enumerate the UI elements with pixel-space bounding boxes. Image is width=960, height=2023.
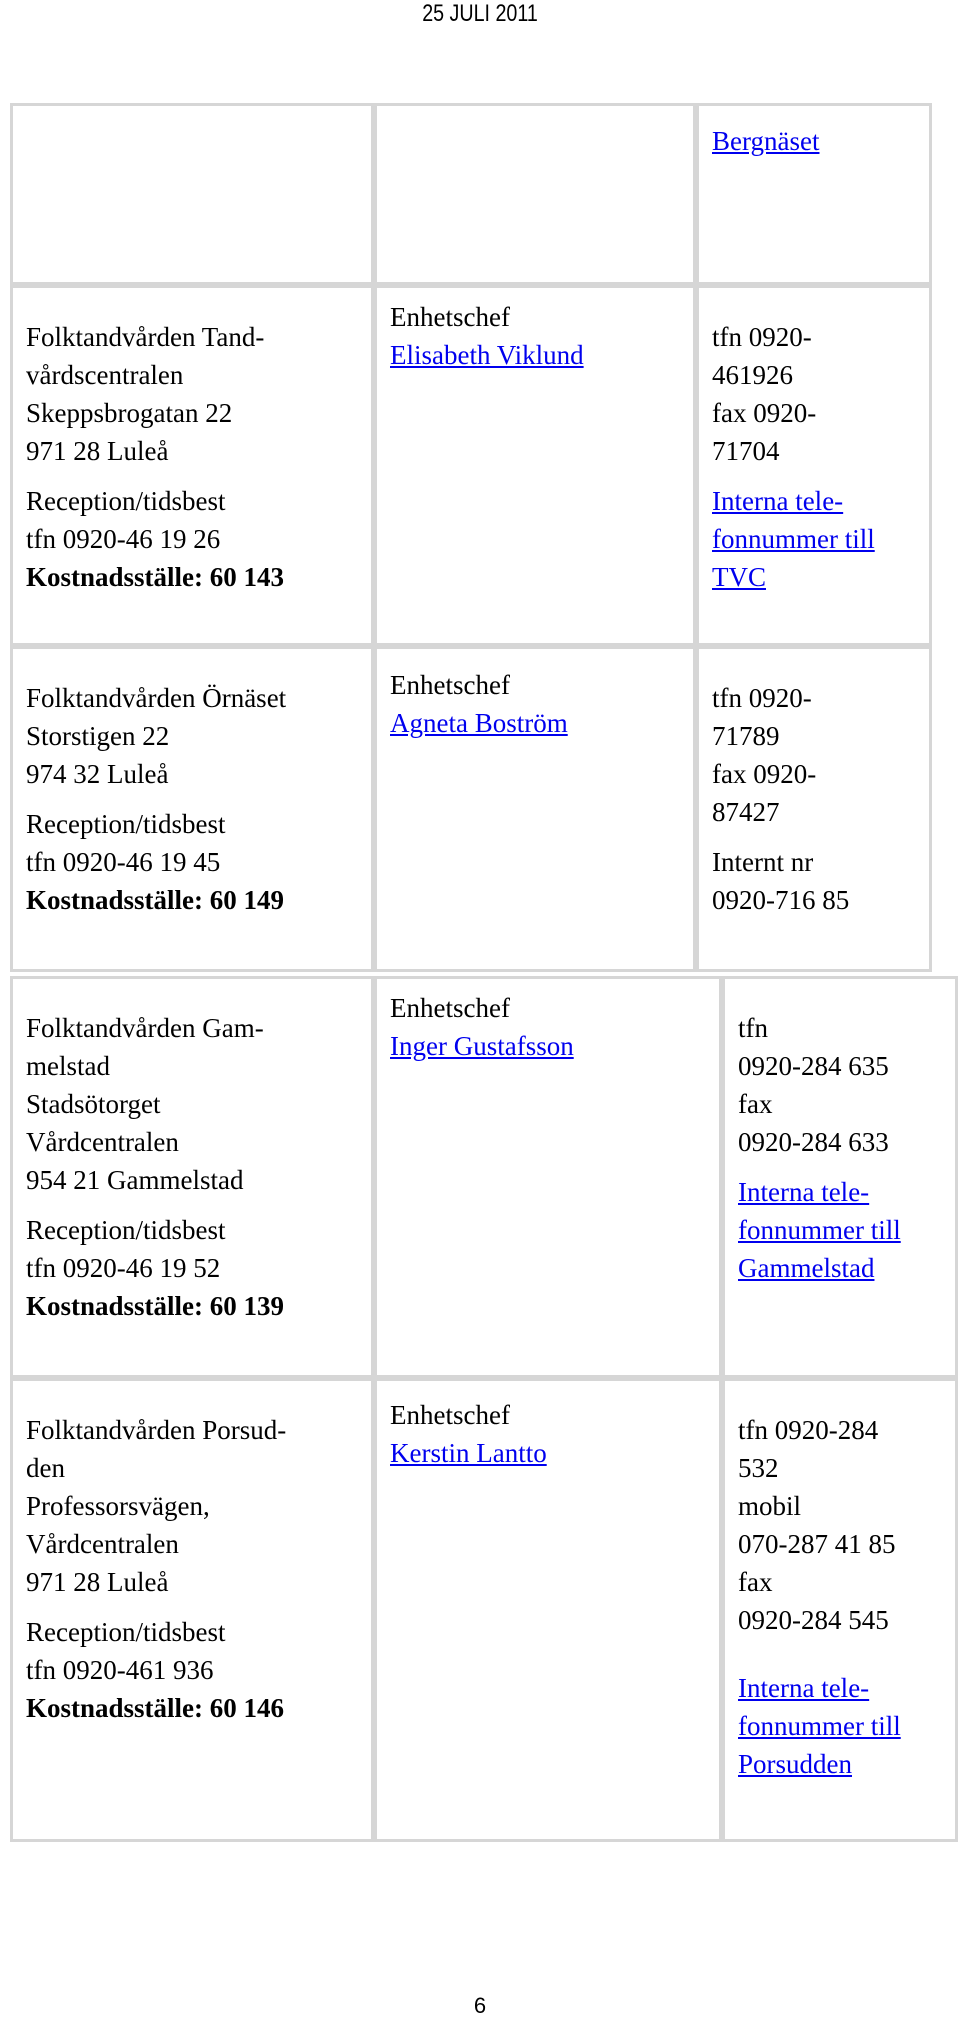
page-header-date: 25 JULI 2011	[422, 0, 538, 27]
reception-label: Reception/tidsbest	[26, 809, 226, 839]
contact-cell	[722, 976, 958, 1378]
contact-cell	[696, 285, 932, 646]
manager-link[interactable]: Kerstin Lantto	[390, 1438, 547, 1468]
phone-number: 0920-284 635	[738, 1051, 889, 1081]
manager-cell	[374, 646, 696, 972]
cost-center: Kostnadsställe: 60 143	[26, 562, 285, 592]
link-text: fonnummer till	[712, 524, 875, 554]
manager-cell	[374, 285, 696, 646]
unit-name: Folktandvården Porsud-	[26, 1415, 287, 1445]
reception-label: Reception/tidsbest	[26, 486, 226, 516]
link-text: Interna tele-	[712, 486, 844, 516]
internal-number: 0920-716 85	[712, 885, 850, 915]
phone-number: tfn 0920-	[712, 322, 812, 352]
internal-numbers-link[interactable]	[738, 1173, 949, 1287]
table-row	[10, 285, 374, 646]
manager-link[interactable]: Agneta Boström	[390, 708, 568, 738]
reception-phone: tfn 0920-46 19 45	[26, 847, 221, 877]
reception-phone: tfn 0920-46 19 52	[26, 1253, 221, 1283]
manager-cell	[374, 1378, 722, 1842]
unit-address: Vårdcentralen	[26, 1529, 179, 1559]
link-text: Interna tele-	[738, 1177, 870, 1207]
phone-number: 461926	[712, 360, 793, 390]
fax-number: 0920-284 633	[738, 1127, 889, 1157]
manager-cell	[374, 976, 722, 1378]
unit-name: den	[26, 1453, 65, 1483]
unit-address: 954 21 Gammelstad	[26, 1165, 244, 1195]
fax-label: fax	[738, 1089, 773, 1119]
fax-number: fax 0920-	[712, 398, 817, 428]
reception-label: Reception/tidsbest	[26, 1617, 226, 1647]
manager-link[interactable]: Elisabeth Viklund	[390, 340, 584, 370]
internal-numbers-link[interactable]	[712, 482, 923, 596]
role-label: Enhetschef	[390, 670, 510, 700]
reception-phone: tfn 0920-46 19 26	[26, 524, 221, 554]
link-text: Gammelstad	[738, 1253, 875, 1283]
fax-number: fax 0920-	[712, 759, 817, 789]
reception-phone: tfn 0920-461 936	[26, 1655, 214, 1685]
role-label: Enhetschef	[390, 993, 510, 1023]
link-text: fonnummer till	[738, 1711, 901, 1741]
fax-label: fax	[738, 1567, 773, 1597]
manager-link[interactable]: Inger Gustafsson	[390, 1031, 574, 1061]
unit-address: 971 28 Luleå	[26, 1567, 169, 1597]
link-text: Porsudden	[738, 1749, 852, 1779]
link-text: fonnummer till	[738, 1215, 901, 1245]
reception-label: Reception/tidsbest	[26, 1215, 226, 1245]
link-text: TVC	[712, 562, 766, 592]
link-text: Interna tele-	[738, 1673, 870, 1703]
unit-address: Skeppsbrogatan 22	[26, 398, 233, 428]
unit-name: Folktandvården Gam-	[26, 1013, 264, 1043]
mobile-label: mobil	[738, 1491, 802, 1521]
table-cell-empty	[374, 103, 696, 285]
fax-number: 0920-284 545	[738, 1605, 889, 1635]
unit-name: Folktandvården Örnäset	[26, 683, 287, 713]
table-cell	[696, 103, 932, 285]
table-row	[10, 976, 374, 1378]
role-label: Enhetschef	[390, 302, 510, 332]
table-row	[10, 646, 374, 972]
internal-numbers-link[interactable]	[738, 1669, 949, 1783]
table-row	[10, 1378, 374, 1842]
cost-center: Kostnadsställe: 60 146	[26, 1693, 285, 1723]
unit-address: Vårdcentralen	[26, 1127, 179, 1157]
phone-number: tfn 0920-284	[738, 1415, 879, 1445]
cost-center: Kostnadsställe: 60 149	[26, 885, 285, 915]
unit-name: Folktandvården Tand-	[26, 322, 265, 352]
unit-address: Storstigen 22	[26, 721, 170, 751]
bergnaset-link[interactable]: Bergnäset	[712, 126, 820, 156]
contact-cell	[722, 1378, 958, 1842]
page-number: 6	[473, 1993, 487, 2018]
phone-label: tfn	[738, 1013, 768, 1043]
unit-address: 974 32 Luleå	[26, 759, 169, 789]
contact-cell	[696, 646, 932, 972]
phone-number: tfn 0920-	[712, 683, 812, 713]
cost-center: Kostnadsställe: 60 139	[26, 1291, 285, 1321]
phone-number: 532	[738, 1453, 779, 1483]
phone-number: 71789	[712, 721, 780, 751]
table-cell-empty	[10, 103, 374, 285]
unit-name: melstad	[26, 1051, 110, 1081]
unit-address: Stadsötorget	[26, 1089, 161, 1119]
mobile-number: 070-287 41 85	[738, 1529, 896, 1559]
fax-number: 87427	[712, 797, 780, 827]
internal-number-label: Internt nr	[712, 847, 814, 877]
unit-address: Professorsvägen,	[26, 1491, 210, 1521]
role-label: Enhetschef	[390, 1400, 510, 1430]
fax-number: 71704	[712, 436, 780, 466]
unit-address: 971 28 Luleå	[26, 436, 169, 466]
unit-name: vårdscentralen	[26, 360, 184, 390]
